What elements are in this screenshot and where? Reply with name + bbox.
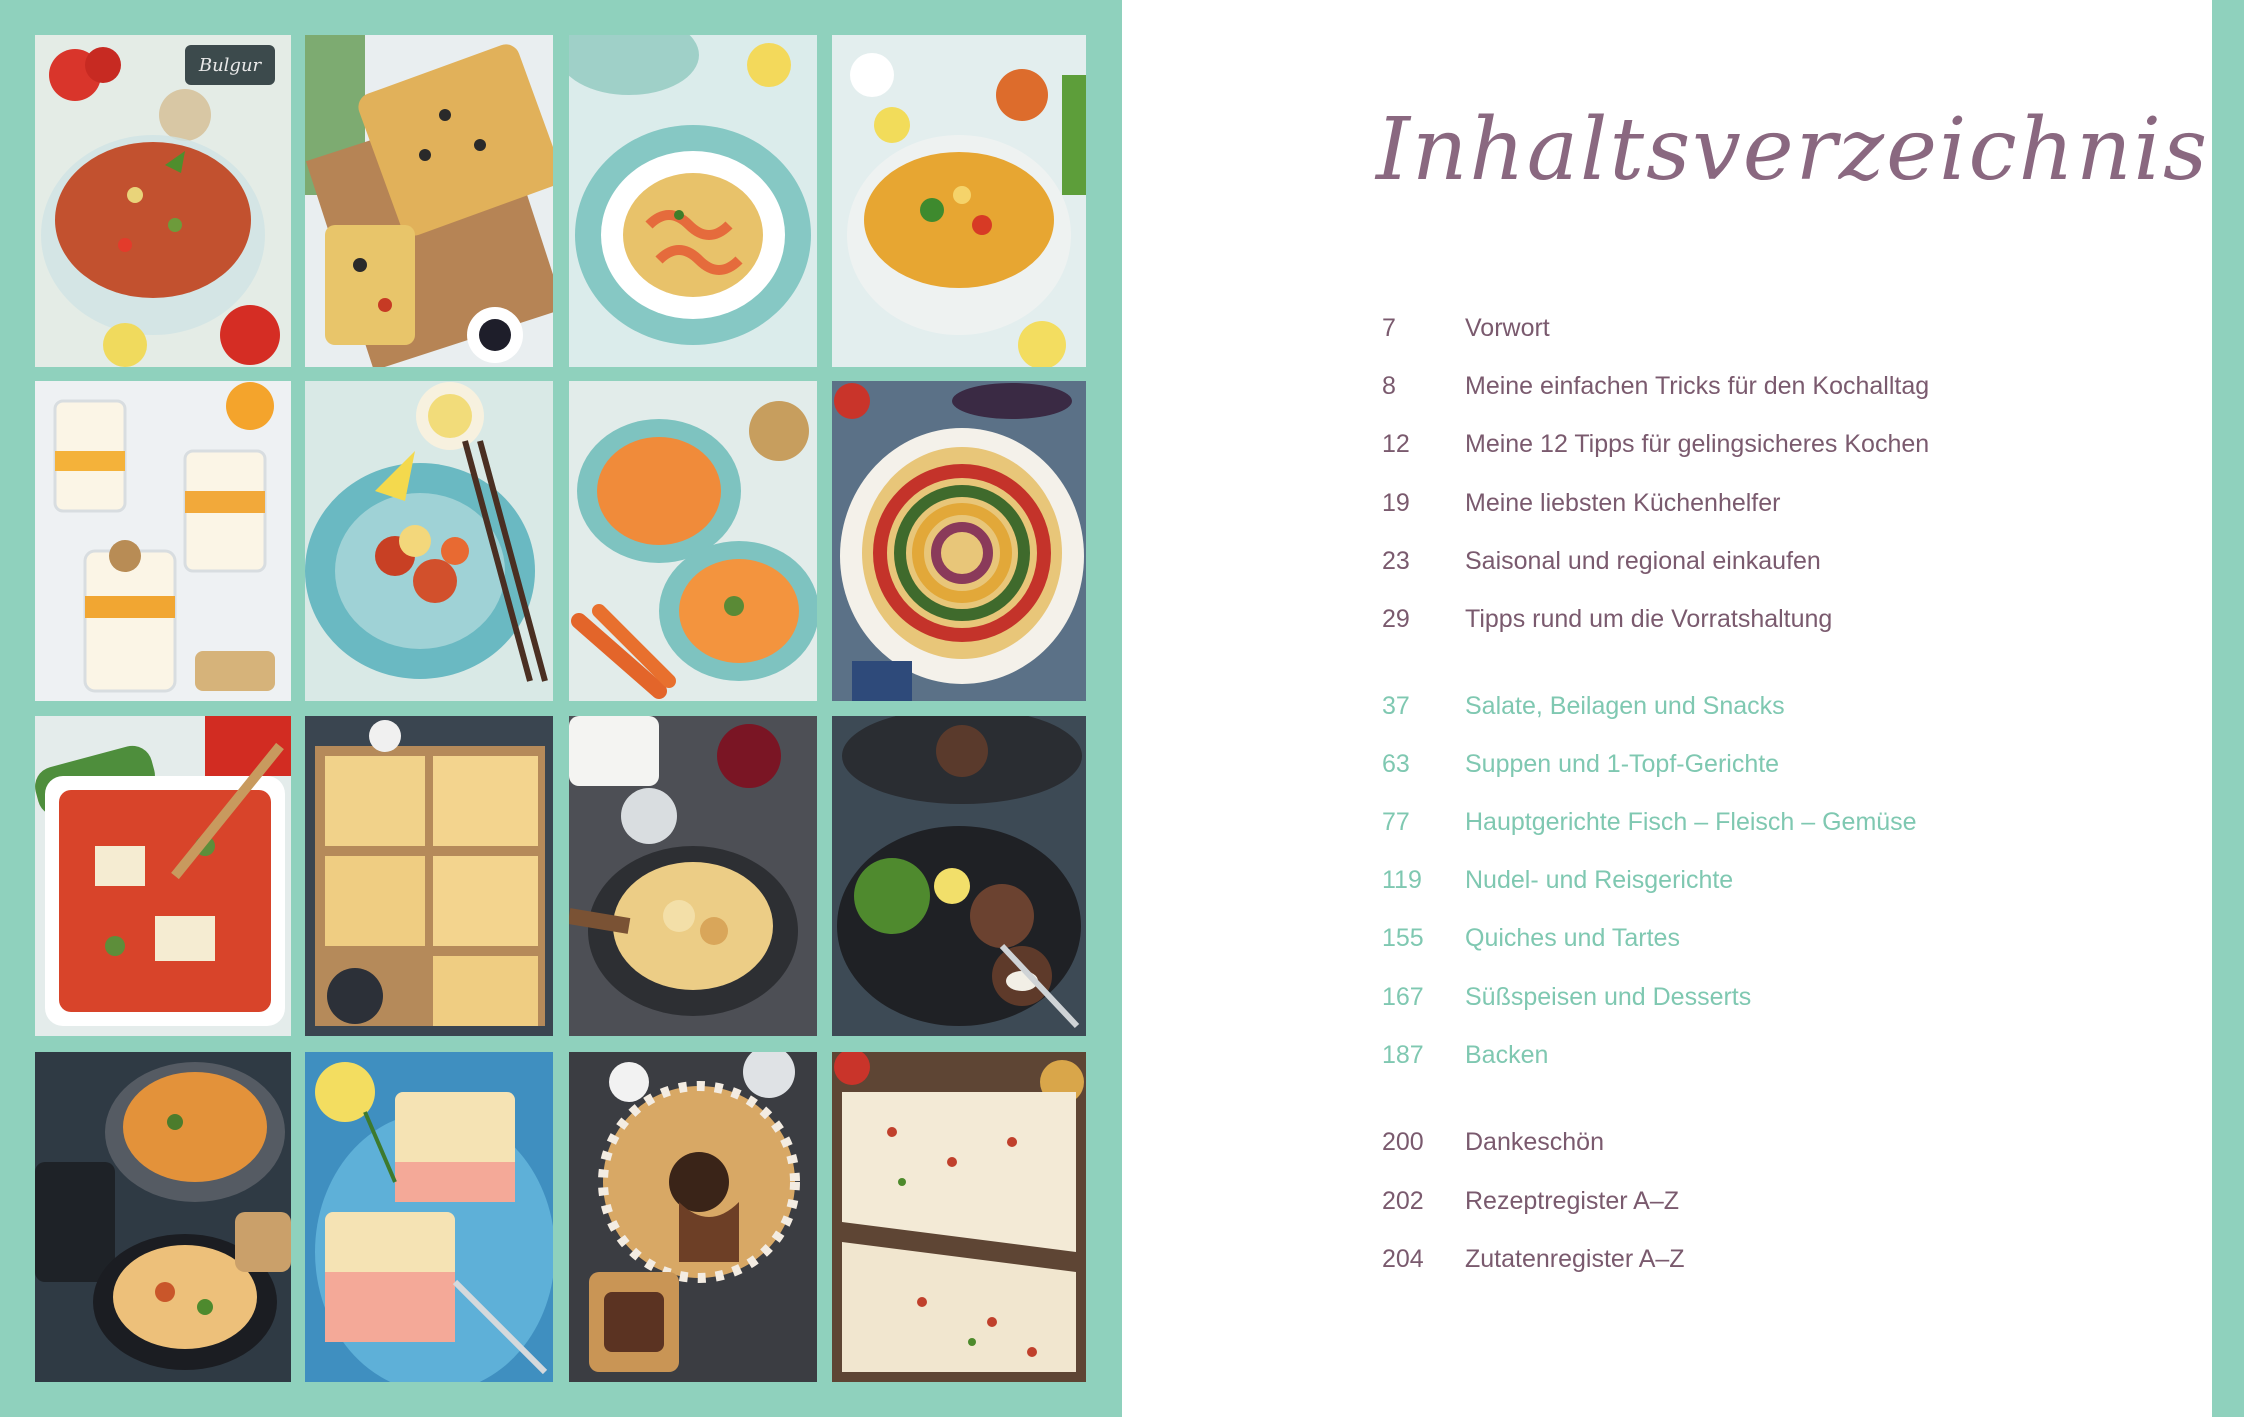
- page-title: Inhaltsverzeichnis: [1376, 100, 2210, 200]
- toc-entry-title: Saisonal und regional einkaufen: [1465, 547, 1821, 575]
- toc-page-number: 12: [1382, 430, 1410, 458]
- toc-page-number: 202: [1382, 1187, 1424, 1215]
- curry-stew-photo: [832, 35, 1086, 367]
- svg-text:Bulgur: Bulgur: [198, 55, 262, 76]
- toc-chapter-title: Salate, Beilagen und Snacks: [1465, 692, 1785, 720]
- ratatouille-photo: [832, 381, 1086, 701]
- toc-page-number: 29: [1382, 605, 1410, 633]
- toc-page-number: 7: [1382, 314, 1396, 342]
- toc-chapter-title: Hauptgerichte Fisch – Fleisch – Gemüse: [1465, 808, 1917, 836]
- toc-entry-title: Vorwort: [1465, 314, 1550, 342]
- toc-page-number: 19: [1382, 489, 1410, 517]
- olive-bread-photo: [305, 35, 553, 367]
- toc-chapter-title: Süßspeisen und Desserts: [1465, 983, 1752, 1011]
- crumble-cake-photo: [305, 716, 553, 1036]
- toc-page-number: 200: [1382, 1128, 1424, 1156]
- sweet-sour-chicken-photo: [305, 381, 553, 701]
- carrot-soup-photo: [569, 381, 817, 701]
- toc-page-number: 204: [1382, 1245, 1424, 1273]
- toc-page-number: 155: [1382, 924, 1424, 952]
- yogurt-parfait-photo: [35, 381, 291, 701]
- marble-bundt-cake-photo: [569, 1052, 817, 1382]
- toc-page-number: 37: [1382, 692, 1410, 720]
- toc-page-number: 187: [1382, 1041, 1424, 1069]
- toc-entry-title: Meine liebsten Küchenhelfer: [1465, 489, 1781, 517]
- vegetable-chowder-photo: [35, 1052, 291, 1382]
- toc-page-number: 119: [1382, 866, 1422, 894]
- stuffed-patties-photo: [832, 716, 1086, 1036]
- toc-chapter-title: Backen: [1465, 1041, 1549, 1069]
- baked-salmon-photo: [305, 1052, 553, 1382]
- toc-chapter-title: Quiches und Tartes: [1465, 924, 1680, 952]
- toc-chapter-title: Suppen und 1-Topf-Gerichte: [1465, 750, 1780, 778]
- toc-entry-title: Dankeschön: [1465, 1128, 1604, 1156]
- flammkuchen-photo: [832, 1052, 1086, 1382]
- toc-page-number: 8: [1382, 372, 1396, 400]
- toc-page-number: 77: [1382, 808, 1410, 836]
- toc-entry-title: Meine einfachen Tricks für den Kochalltag: [1465, 372, 1930, 400]
- kaiserschmarrn-photo: [569, 716, 817, 1036]
- toc-page-number: 63: [1382, 750, 1410, 778]
- toc-entry-title: Tipps rund um die Vorratshaltung: [1465, 605, 1833, 633]
- bulgur-salad-photo: [35, 35, 291, 367]
- toc-page-number: 167: [1382, 983, 1424, 1011]
- page-edge-strip: [2212, 0, 2244, 1417]
- toc-chapter-title: Nudel- und Reisgerichte: [1465, 866, 1734, 894]
- shrimp-pasta-photo: [569, 35, 817, 367]
- toc-entry-title: Meine 12 Tipps für gelingsicheres Kochen: [1465, 430, 1930, 458]
- toc-entry-title: Zutatenregister A–Z: [1465, 1245, 1685, 1273]
- toc-page-number: 23: [1382, 547, 1410, 575]
- toc-entry-title: Rezeptregister A–Z: [1465, 1187, 1679, 1215]
- feta-vegetable-bake-photo: [35, 716, 291, 1036]
